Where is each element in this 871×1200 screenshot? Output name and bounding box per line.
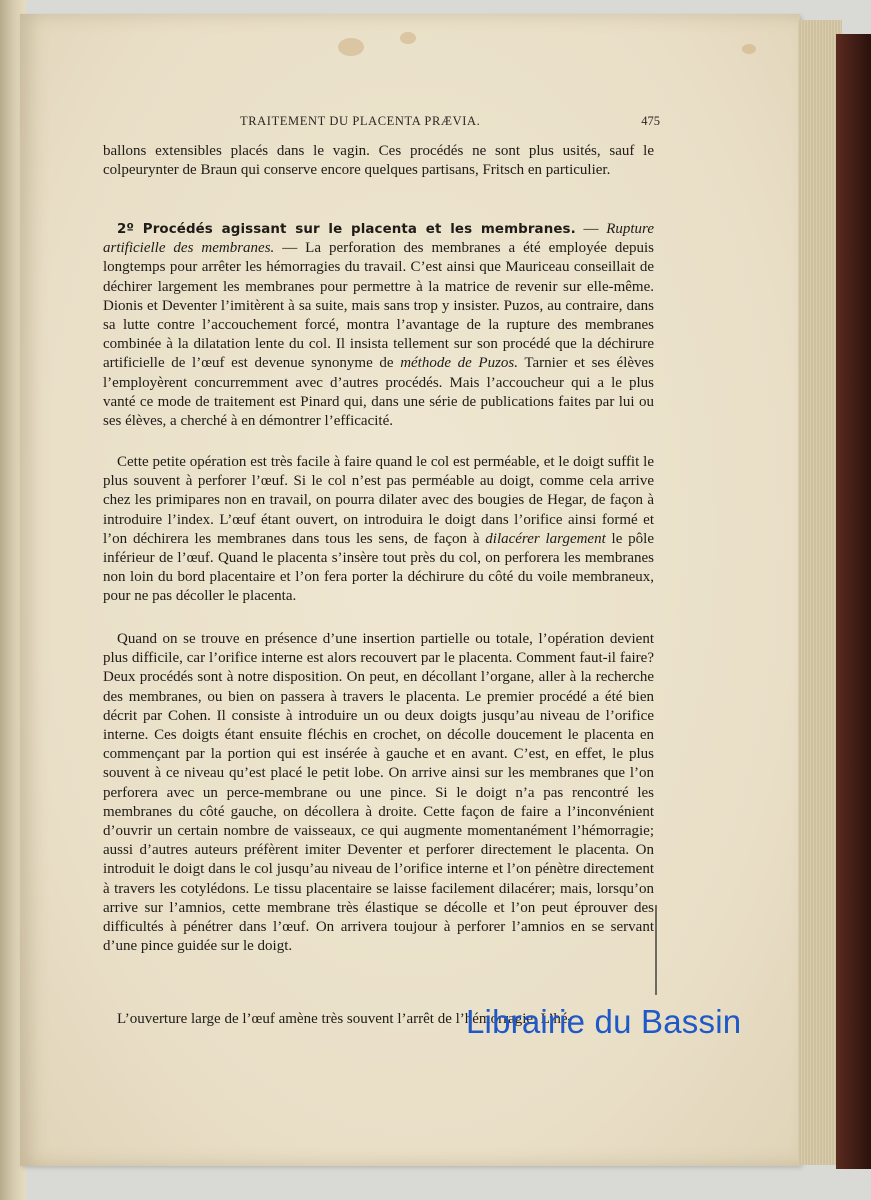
paragraph-4 — [103, 630, 654, 956]
paragraph-2-text — [103, 220, 654, 431]
running-header — [240, 114, 660, 129]
italic-term: méthode de Puzos. — [400, 355, 519, 372]
heading-dash: — — [575, 221, 607, 237]
paragraph-3-body-end: le pôle inférieur de l’œuf. Quand le placenta s’insère tout près du col, on perforera les membranes non loin du bord placentaire et l’on fera porter la déchirure du côté du voile membraneux, pour ne pas décoller le placenta. — [103, 530, 654, 605]
paragraph-2-body: — La perforation des membranes a été employée depuis longtemps pour arrêter les hémorragies du travail. C’est ainsi que Mauriceau conseillait de déchirer largement les membranes pour permettre à la matrice de revenir sur elle-même. Dionis et Deventer l’imitèrent à sa suite, mais sans trop y insister. Puzos, au contraire, dans sa lutte contre l’accouchement forcé, montra l’avantage de la rupture des membranes combinée à la dilatation lente du col. Il insista tellement sur son procédé que la déchirure artificielle de l’œuf est devenue synonyme de — [103, 240, 654, 372]
watermark: Librairie du Bassin — [466, 1003, 742, 1040]
page-number: 475 — [641, 114, 660, 128]
paragraph-1 — [103, 142, 654, 180]
italic-term: dilacérer largement — [485, 530, 606, 547]
foxing-spot — [400, 32, 416, 44]
foxing-spot — [338, 38, 364, 56]
margin-line — [655, 905, 657, 995]
foxing-spot — [742, 44, 756, 54]
book-cover — [836, 34, 871, 1169]
running-title: TRAITEMENT DU PLACENTA PRÆVIA. — [240, 114, 481, 128]
paragraph-1-text: ballons extensibles placés dans le vagin. Ces procédés ne sont plus usités, sauf le colpeurynter de Braun qui conserve encore quelques partisans, Fritsch en particulier. — [103, 143, 654, 179]
paragraph-2-body-end: Tarnier et ses élèves l’employèrent concurremment avec d’autres procédés. Mais l’accoucheur qui a le plus vanté ce mode de traitement est Pinard qui, dans une série de publications faites par lui ou ses élèves, a cherché à en démontrer l’efficacité. — [103, 355, 655, 430]
paragraph-2 — [103, 220, 654, 431]
paragraph-4-text: Quand on se trouve en présence d’une insertion partielle ou totale, l’opération devient plus difficile, car l’orifice interne est alors recouvert par le placenta. Comment faut-il faire? Deux procédés sont à notre disposition. On peut, en décollant l’organe, aller à la recherche des membranes, ou bien on passera à travers le placenta. Le premier procédé a été bien décrit par Cohen. Il consiste à introduire un ou deux doigts jusqu’au niveau de l’orifice interne. Ces doigts étant ensuite fléchis en crochet, on décolle doucement le placenta en commençant par la portion qui est insérée à gauche et en avant. C’est, en effet, le plus souvent à ce niveau qu’est placé le petit lobe. On arrive ainsi sur les membranes que l’on perforera avec un perce-membrane ou une pince. Si le doigt n’a pas rencontré les membranes du côté gauche, on décollera à droite. Cette façon de faire a l’inconvénient d’ouvrir un certain nombre de vaisseaux, ce qui augmente momentanément l’hémorragie; aussi d’autres auteurs préfèrent imiter Deventer et perforer directement le placenta. On introduit le doigt dans le col jusqu’au niveau de l’orifice interne et l’on pénètre directement à travers les cotylédons. Le tissu placentaire se laisse facilement dilacérer; mais, lorsqu’on arrive sur l’amnios, cette membrane très élastique se décolle et l’on peut éprouver des difficultés à pénétrer dans l’œuf. On arrivera toujour à perforer l’amnios en se servant d’une pince guidée sur le doigt. — [103, 631, 654, 955]
paragraph-5-text: L’ouverture large de l’œuf amène très souvent l’arrêt de l’hémorragie. L’hé- — [117, 1011, 573, 1027]
paragraph-3-body: Cette petite opération est très facile à faire quand le col est perméable, et le doigt suffit le plus souvent à perforer l’œuf. Si le col n’est pas perméable au doigt, comme cela arrive chez les primipares non en travail, on pourra dilater avec des bougies de Hegar, de façon à introduire l’index. L’œuf étant ouvert, on introduira le doigt dans l’orifice ainsi formé et l’on déchirera les membranes dans tous les sens, de façon à — [103, 454, 654, 547]
section-heading: 2º Procédés agissant sur le placenta et les membranes. — [117, 222, 576, 237]
paragraph-3-text — [103, 453, 654, 607]
paragraph-3 — [103, 453, 654, 607]
section-subtitle: Rupture artificielle des membranes. — [103, 221, 654, 257]
